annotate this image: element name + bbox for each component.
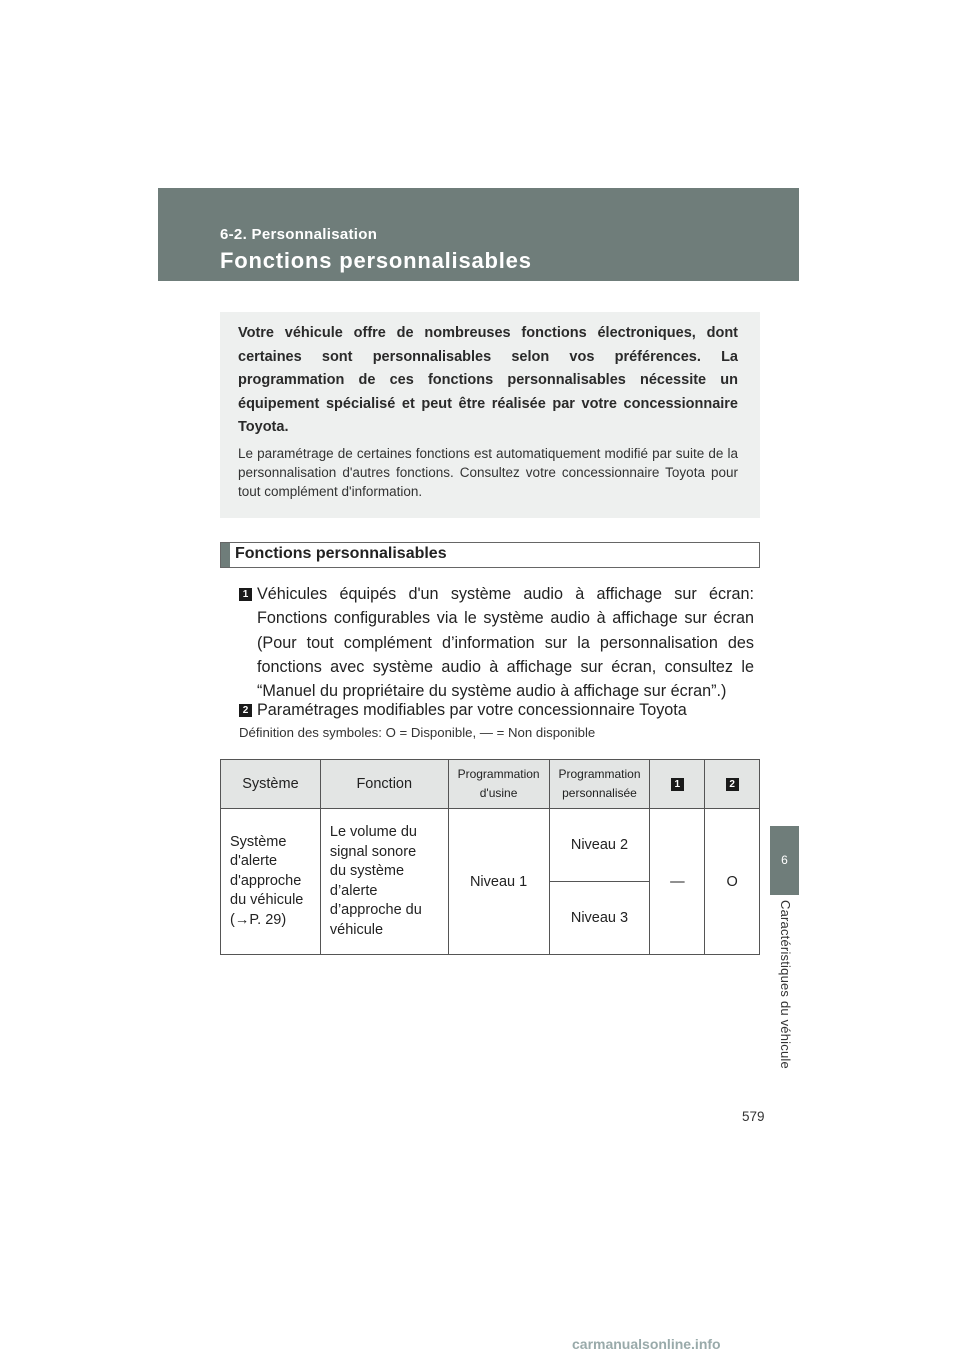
number-2-icon: 2 [726,778,739,791]
page-number: 579 [742,1109,765,1124]
chapter-label: Caractéristiques du véhicule [778,900,793,1069]
section-label: 6-2. Personnalisation [220,226,378,243]
header-col-1 [650,760,705,809]
cell-system: Système d'alerte d'approche du véhicule (→P. 29) [221,809,321,955]
page-link[interactable]: (→P. 29) [230,911,287,928]
cell-custom-option: Niveau 2 [549,809,650,882]
symbols-note: Définition des symboles: O = Disponible, — = Non disponible [239,725,596,740]
intro-normal-text: Le paramétrage de certaines fonctions est automatiquement modifié par suite de la personnalisation d'autres fonctions. Consultez votre concessionnaire Toyota pour tout complément d'information. [238,446,738,499]
customization-table [220,759,760,955]
number-1-icon: 1 [239,588,252,601]
table-header-row [221,760,760,809]
header-function: Fonction [320,760,448,809]
header-col-2 [705,760,760,809]
table-row [221,809,760,882]
subsection-title: Fonctions personnalisables [235,545,447,562]
cell-factory-setting: Niveau 1 [448,809,549,955]
watermark: carmanualsonline.info [572,1336,721,1352]
chapter-tab[interactable]: 6 [770,826,799,895]
intro-box [220,312,760,518]
header-factory-setting: Programmation d'usine [448,760,549,809]
number-1-icon: 1 [671,778,684,791]
cell-col-1: — [650,809,705,955]
page-title: Fonctions personnalisables [220,248,532,273]
heading-accent-bar [221,543,230,567]
cell-custom-option: Niveau 3 [549,882,650,955]
bullet-text: Paramétrages modifiables par votre concessionnaire Toyota [257,701,687,719]
intro-strong-text: Votre véhicule offre de nombreuses fonctions électroniques, dont certaines sont personnalisables selon vos préférences. La programmation de ces fonctions personnalisables nécessite un équipement spécialisé et peut être réalisée par votre concessionnaire Toyota. [238,325,738,435]
header-system: Système [221,760,321,809]
bullet-text: Véhicules équipés d'un système audio à affichage sur écran: Fonctions configurables via le système audio à affichage sur écran (Pour tout complément d’information sur la personnalisation des fonctions avec système audio à affichage sur écran, consultez le “Manuel du propriétaire du système audio à affichage sur écran”.) [257,585,754,701]
header-custom-setting: Programmation personnalisée [549,760,650,809]
subsection-heading [220,542,760,568]
cell-col-2: O [705,809,760,955]
number-2-icon: 2 [239,704,252,717]
cell-function: Le volume du signal sonore du système d’alerte d’approche du véhicule [320,809,448,955]
